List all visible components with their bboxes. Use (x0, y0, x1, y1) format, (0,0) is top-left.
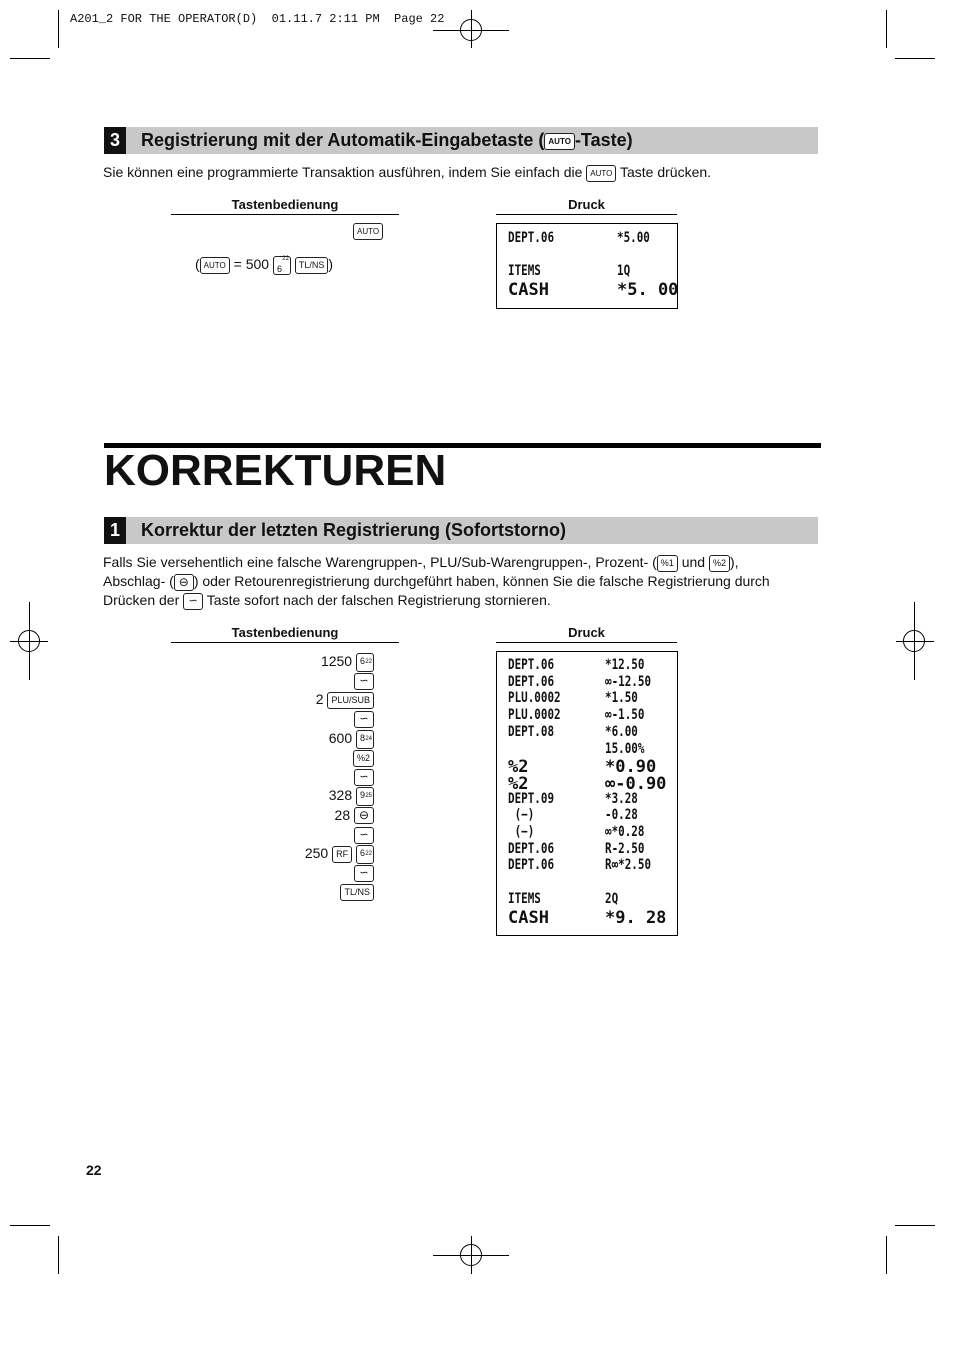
page-title: KORREKTUREN (104, 446, 447, 495)
section-1-title: Korrektur der letzten Registrierung (Sofortstorno) (141, 520, 567, 540)
dept-code: 24 (365, 735, 372, 742)
receipt-right-text: *9. 28 (605, 907, 667, 928)
operation-step (354, 671, 374, 690)
crop-mark (886, 1236, 887, 1274)
crop-mark (58, 1236, 59, 1274)
receipt-left-text: %2 (508, 757, 529, 778)
entry-amount: 2 (315, 691, 328, 708)
receipt-right-text: *6.00 (605, 723, 638, 740)
operation-step (353, 748, 374, 767)
body-line-2 (103, 572, 823, 591)
receipt-left-text: DEPT.06 (508, 840, 555, 857)
crop-mark (10, 58, 50, 59)
registration-mark (903, 630, 925, 652)
dept-key-icon (356, 787, 374, 806)
page-number: 22 (86, 1162, 102, 1178)
receipt-right-text: *5. 00 (617, 279, 679, 300)
print-header: A201_2 FOR THE OPERATOR(D) 01.11.7 2:11 PM Page 22 (70, 12, 445, 26)
section-1-body (103, 553, 823, 610)
receipt-right-text: 15.00% (605, 740, 645, 757)
body-text: Falls Sie versehentlich eine falsche Warengruppen-, PLU/Sub-Warengruppen-, Prozent- ( (103, 554, 657, 570)
receipt-right-text: ∞-0.90 (605, 773, 667, 794)
receipt-left-text: %2 (508, 773, 529, 794)
auto-key-icon: AUTO (353, 223, 383, 240)
intro-text: Sie können eine programmierte Transaktion ausführen, indem Sie einfach die (103, 164, 583, 180)
tlns-key-icon: TL/NS (295, 257, 329, 274)
receipt-left-text: CASH (508, 279, 549, 300)
receipt-left-text: DEPT.06 (508, 673, 555, 690)
function-key-icon: PLU/SUB (327, 692, 374, 709)
function-key-icon: TL/NS (340, 884, 374, 901)
receipt-left-text: DEPT.09 (508, 790, 555, 807)
dept-key-icon (356, 653, 374, 672)
operation-step (354, 825, 374, 844)
dept-number: 9 (360, 790, 366, 801)
void-key-icon: ∽ (354, 769, 374, 786)
dept-code: 22 (365, 658, 372, 665)
function-key-icon: %2 (353, 750, 374, 767)
receipt-left-text: PLU.0002 (508, 690, 561, 707)
operation-step (305, 844, 374, 863)
receipt-right-text: *0.90 (605, 757, 657, 778)
col-operation-heading: Tastenbedienung (231, 625, 339, 640)
auto-definition (195, 256, 333, 275)
dept-code: 22 (365, 850, 372, 857)
receipt-right-text: *1.50 (605, 690, 638, 707)
operation-step (354, 767, 374, 786)
crop-mark (58, 10, 59, 48)
receipt-right-text: ∞-1.50 (605, 707, 645, 724)
paren: ( (195, 256, 200, 273)
col-rule (171, 642, 399, 643)
auto-def-amount: = 500 (233, 256, 270, 273)
receipt-auto (496, 223, 678, 309)
dept-key-icon (273, 256, 291, 275)
dept-code: 22 (282, 256, 289, 262)
crop-mark (10, 1225, 50, 1226)
col-print-heading: Druck (568, 197, 605, 212)
section-3-title (141, 127, 633, 154)
section-3-title-prefix: Registrierung mit der Automatik-Eingabetaste ( (141, 130, 545, 150)
void-key-icon: ∽ (354, 711, 374, 728)
body-line-3 (103, 591, 823, 610)
receipt-right-text: 2Q (605, 890, 619, 907)
registration-mark (18, 630, 40, 652)
void-key-icon: ∽ (354, 673, 374, 690)
section-3-intro (103, 163, 823, 182)
op-auto-key (353, 223, 383, 241)
auto-key-icon: AUTO (586, 165, 616, 182)
auto-key-icon: AUTO (200, 257, 230, 274)
receipt-left-text: DEPT.06 (508, 857, 555, 874)
entry-amount: 250 (304, 845, 333, 861)
operation-step (316, 690, 374, 709)
body-text: ), (729, 554, 739, 570)
section-3-number: 3 (104, 127, 126, 154)
function-key-icon: ⊖ (354, 807, 374, 824)
intro-text-end: Taste drücken. (620, 164, 712, 180)
operation-step (329, 729, 374, 748)
receipt-right-text: *3.28 (605, 790, 638, 807)
dept-number: 6 (360, 655, 366, 666)
crop-mark (895, 1225, 935, 1226)
receipt-right-text: 1Q (617, 263, 631, 279)
dept-number: 8 (360, 732, 366, 743)
percent2-key-icon: %2 (709, 555, 730, 572)
refund-key-icon: RF (332, 846, 352, 863)
dept-code: 25 (365, 793, 372, 800)
crop-mark (895, 58, 935, 59)
receipt-right-text: ∞-12.50 (605, 673, 652, 690)
operation-step (335, 806, 374, 825)
receipt-right-text: R∞*2.50 (605, 857, 652, 874)
receipt-left-text: DEPT.08 (508, 723, 555, 740)
crop-mark (886, 10, 887, 48)
entry-amount: 328 (328, 787, 356, 804)
receipt-left-text: DEPT.06 (508, 657, 555, 673)
body-line-1 (103, 553, 823, 572)
col-rule (496, 214, 677, 215)
auto-key-icon: AUTO (544, 133, 575, 150)
receipt-left-text: (−) (508, 824, 535, 840)
dept-number: 6 (360, 847, 366, 858)
registration-mark (460, 19, 482, 41)
body-text: und (681, 554, 706, 570)
receipt-left-text: CASH (508, 907, 549, 928)
operation-step (329, 786, 374, 805)
section-3-title-suffix: -Taste) (574, 130, 633, 150)
col-rule (171, 214, 399, 215)
paren: ) (328, 256, 334, 273)
receipt-left-text: DEPT.06 (508, 230, 555, 246)
percent1-key-icon: %1 (657, 555, 678, 572)
body-text: Abschlag- ( (103, 573, 174, 589)
col-print-heading: Druck (568, 625, 605, 640)
void-key-icon: ∽ (354, 827, 374, 844)
col-rule (496, 642, 677, 643)
receipt-left-text: ITEMS (508, 263, 541, 279)
section-1-number: 1 (104, 517, 126, 544)
void-key-icon: ∽ (354, 865, 374, 882)
receipt-left-text: ITEMS (508, 890, 541, 907)
receipt-correction (496, 651, 678, 936)
dept-number: 6 (276, 264, 282, 274)
entry-amount: 28 (334, 806, 354, 823)
operation-step (340, 882, 374, 901)
receipt-right-text: R-2.50 (605, 840, 645, 857)
body-text: Drücken der (103, 592, 180, 608)
registration-mark (460, 1244, 482, 1266)
col-operation-heading: Tastenbedienung (231, 197, 339, 212)
void-key-icon: ∽ (183, 593, 203, 610)
entry-amount: 600 (328, 729, 356, 746)
body-text: Taste sofort nach der falschen Registrierung stornieren. (206, 592, 551, 608)
operation-step (354, 863, 374, 882)
dept-key-icon (356, 845, 374, 864)
receipt-left-text: PLU.0002 (508, 707, 561, 724)
receipt-right-text: *5.00 (617, 230, 650, 246)
receipt-right-text: -0.28 (605, 807, 638, 824)
receipt-left-text: (−) (508, 807, 535, 824)
entry-amount: 1250 (320, 653, 356, 669)
dept-key-icon (356, 730, 374, 749)
receipt-right-text: ∞*0.28 (605, 824, 645, 840)
operation-step (354, 710, 374, 729)
operation-step (321, 652, 374, 671)
body-text: ) oder Retourenregistrierung durchgeführt haben, können Sie die falsche Registrierung durch (193, 573, 770, 589)
receipt-right-text: *12.50 (605, 657, 645, 673)
minus-key-icon: ⊖ (174, 574, 194, 591)
